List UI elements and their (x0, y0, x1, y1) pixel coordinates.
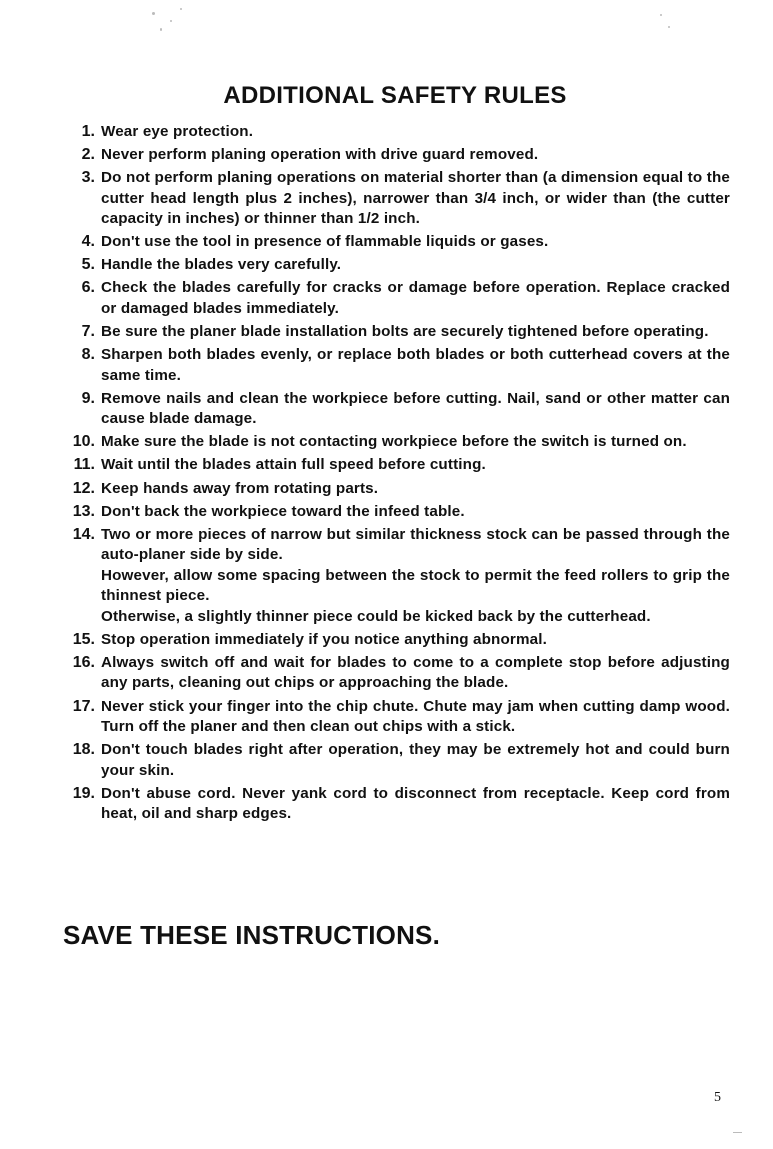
rule-number: 14. (72, 525, 95, 543)
rule-text (101, 697, 730, 738)
rule-number: 6. (81, 279, 95, 297)
rule-number: 5. (81, 256, 95, 274)
safety-rule (60, 525, 730, 628)
rule-paragraph: Don't back the workpiece toward the infeed table. (101, 502, 465, 520)
rule-text (101, 345, 730, 386)
rule-number: 1. (81, 123, 95, 140)
rule-text (101, 389, 730, 430)
safety-rule (60, 697, 730, 738)
rule-text (101, 322, 730, 343)
rule-number: 3. (81, 169, 95, 187)
safety-rule (60, 255, 730, 276)
safety-rule (60, 145, 730, 166)
rule-number: 15. (72, 630, 95, 648)
rule-paragraph: Make sure the blade is not contacting workpiece before the switch is turned on. (101, 433, 687, 451)
rule-paragraph: Never perform planing operation with drive guard removed. (101, 146, 539, 164)
scan-speck (170, 20, 172, 22)
safety-rule (60, 502, 730, 523)
scan-speck (733, 1132, 742, 1133)
rule-text (101, 278, 730, 319)
rule-paragraph: Be sure the planer blade installation bolts are securely tightened before operating. (101, 323, 709, 341)
rule-number: 11. (73, 456, 95, 474)
rule-paragraph: Never stick your finger into the chip chute. Chute may jam when cutting damp wood. Turn off the planer and then clean out chips with a stick. (101, 697, 730, 735)
safety-rule (60, 278, 730, 319)
rule-text (101, 168, 730, 230)
rule-paragraph: Wear eye protection. (101, 123, 254, 140)
rule-number: 4. (81, 233, 95, 251)
rule-paragraph: However, allow some spacing between the stock to permit the feed rollers to grip the thinnest piece. (101, 566, 730, 605)
safety-rule (60, 122, 730, 143)
rule-paragraph: Keep hands away from rotating parts. (101, 479, 379, 497)
rule-number: 18. (72, 741, 95, 759)
rule-paragraph: Always switch off and wait for blades to come to a complete stop before adjusting any parts, cleaning out chips or approaching the blade. (101, 653, 730, 692)
scan-speck (668, 26, 670, 28)
rule-paragraph: Wait until the blades attain full speed before cutting. (101, 456, 486, 474)
rule-number: 19. (72, 784, 95, 802)
safety-rule (60, 322, 730, 343)
safety-rule (60, 345, 730, 386)
safety-rule (60, 389, 730, 430)
rule-text (101, 432, 730, 453)
rule-number: 12. (72, 479, 95, 497)
page-title: ADDITIONAL SAFETY RULES (223, 82, 567, 109)
rule-number: 7. (81, 323, 95, 341)
safety-rule (60, 740, 730, 781)
rule-paragraph: Sharpen both blades evenly, or replace both blades or both cutterhead covers at the same time. (101, 346, 730, 384)
page-number: 5 (714, 1090, 721, 1105)
rule-text (101, 232, 730, 253)
rule-text (101, 784, 730, 825)
scan-speck (180, 8, 182, 10)
rule-number: 2. (81, 146, 95, 164)
rule-text (101, 525, 730, 628)
safety-rule (60, 232, 730, 253)
rule-number: 13. (72, 502, 95, 520)
rule-text (101, 145, 730, 166)
rule-paragraph: Don't abuse cord. Never yank cord to disconnect from receptacle. Keep cord from heat, oil and sharp edges. (101, 784, 730, 823)
rule-paragraph: Don't use the tool in presence of flammable liquids or gases. (101, 233, 549, 251)
rule-paragraph: Don't touch blades right after operation, they may be extremely hot and could burn your skin. (101, 741, 730, 779)
rule-paragraph: Two or more pieces of narrow but similar thickness stock can be passed through the auto-planer side by side. (101, 525, 730, 564)
rule-paragraph: Check the blades carefully for cracks or damage before operation. Replace cracked or damaged blades immediately. (101, 279, 730, 317)
rule-paragraph: Stop operation immediately if you notice anything abnormal. (101, 630, 547, 648)
rule-text (101, 122, 730, 143)
scan-speck (160, 28, 162, 31)
rule-number: 17. (72, 697, 95, 715)
rule-number: 10. (72, 433, 95, 451)
rule-text (101, 630, 730, 651)
rule-paragraph: Remove nails and clean the workpiece before cutting. Nail, sand or other matter can cause blade damage. (101, 389, 730, 428)
safety-rule (60, 784, 730, 825)
rule-number: 9. (81, 389, 95, 407)
safety-rules-list (60, 122, 730, 827)
safety-rule (60, 432, 730, 453)
save-instructions-heading: SAVE THESE INSTRUCTIONS. (63, 920, 441, 950)
rule-paragraph: Do not perform planing operations on material shorter than (a dimension equal to the cutter head length plus 2 inches), narrower than 3/4 inch, or wider than (the cutter capacity in inches) or thinner than 1/2 inch. (101, 169, 730, 228)
rule-number: 8. (81, 346, 95, 364)
scan-speck (660, 14, 662, 16)
rule-text (101, 740, 730, 781)
safety-rule (60, 653, 730, 694)
rule-number: 16. (72, 653, 95, 671)
rule-text (101, 653, 730, 694)
safety-rule (60, 630, 730, 651)
safety-rule (60, 479, 730, 500)
rule-text (101, 255, 730, 276)
safety-rule (60, 455, 730, 476)
rule-paragraph: Otherwise, a slightly thinner piece could be kicked back by the cutterhead. (101, 607, 651, 625)
scan-speck (152, 12, 155, 15)
rule-text (101, 502, 730, 523)
rule-text (101, 479, 730, 500)
rule-text (101, 455, 730, 476)
safety-rule (60, 168, 730, 230)
rule-paragraph: Handle the blades very carefully. (101, 256, 342, 274)
